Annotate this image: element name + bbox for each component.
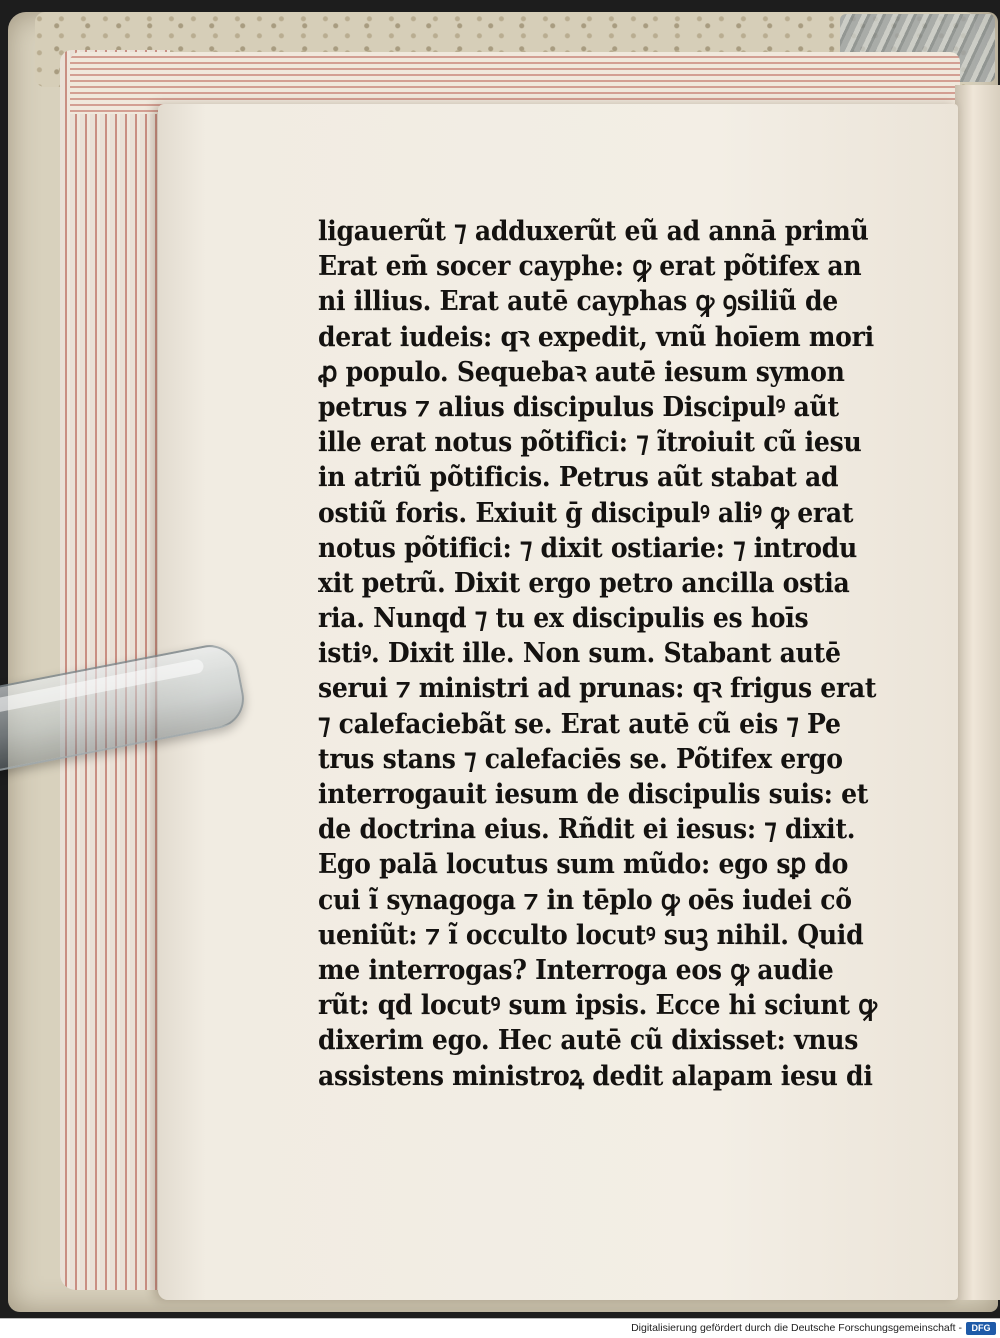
footer-bar [0, 1318, 1000, 1338]
text-line: derat iudeis: qꝛ expedit, vnũ hoīem mori [318, 321, 874, 353]
text-line: ꝓ populo. Sequebaꝛ autē iesum symon [318, 356, 845, 388]
text-line: ⁊ calefaciebãt se. Erat autē cũ eis ⁊ Pe [318, 708, 841, 740]
text-block [318, 214, 877, 1094]
text-line: trus stans ⁊ calefaciēs se. Põtifex ergo [318, 743, 843, 775]
text-line: interrogauit iesum de discipulis suis: et [318, 779, 869, 810]
text-line: ostiũ foris. Exiuit ḡ discipulꝰ aliꝰ ꝙ erat [318, 497, 854, 529]
text-line: in atriũ põtificis. Petrus aũt stabat ad [318, 462, 839, 494]
funding-credit: Digitalisierung gefördert durch die Deutsche Forschungsgemeinschaft - [631, 1322, 962, 1334]
text-line: notus põtifici: ⁊ dixit ostiarie: ⁊ introdu [318, 532, 857, 564]
text-line: Erat em̄ socer cayphe: ꝙ erat põtifex an [318, 251, 862, 283]
text-line: ille erat notus põtifici: ⁊ ĩtroiuit cũ iesu [318, 427, 862, 459]
text-line: rũt: qd locutꝰ sum ipsis. Ecce hi sciunt ꝙ [318, 990, 877, 1022]
text-line: de doctrina eius. Rñdit ei iesus: ⁊ dixit. [318, 814, 856, 846]
text-line: istiꝰ. Dixit ille. Non sum. Stabant autē [318, 638, 841, 670]
dfg-logo: DFG [966, 1322, 996, 1335]
text-line: ligauerũt ⁊ adduxerũt eũ ad annā primũ [318, 216, 869, 247]
text-line: assistens ministroꝝ dedit alapam iesu di [318, 1060, 873, 1092]
text-line: ni illius. Erat autē cayphas ꝙ ꝯsiliũ de [318, 286, 838, 318]
text-line: Ego palā locutus sum mũdo: ego sꝑ do [318, 849, 849, 881]
text-line: me interrogas? Interroga eos ꝙ audie [318, 954, 834, 986]
text-line: petrus ⁊ alius discipulus Discipulꝰ aũt [318, 391, 839, 423]
facing-page-edge [955, 85, 1000, 1300]
text-line: serui ⁊ ministri ad prunas: qꝛ frigus erat [318, 673, 877, 705]
text-line: xit petrũ. Dixit ergo petro ancilla ostia [318, 567, 850, 599]
text-line: cui ĩ synagoga ⁊ in tēplo ꝙ oēs iudei cõ [318, 884, 852, 916]
text-line: dixerim ego. Hec autē cũ dixisset: vnus [318, 1025, 859, 1057]
text-line: ria. Nunqd ⁊ tu ex discipulis es hoīs [318, 603, 809, 635]
text-line: ueniũt: ⁊ ĩ occulto locutꝰ suꝫ nihil. Quid [318, 919, 864, 951]
